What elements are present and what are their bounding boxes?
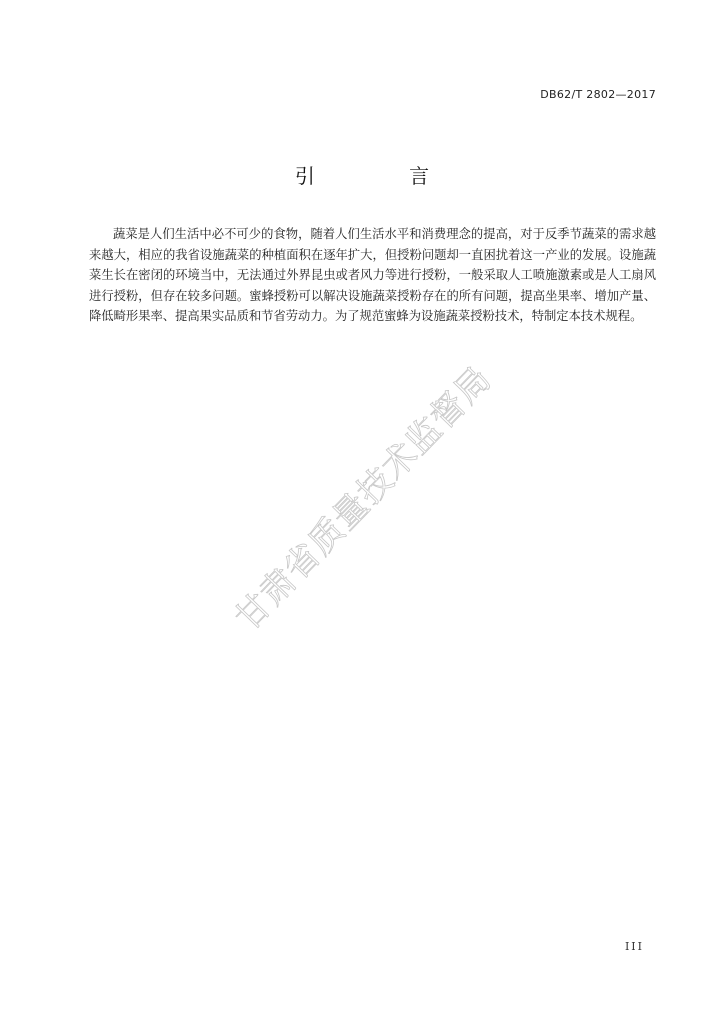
intro-paragraph: 蔬菜是人们生活中必不可少的食物，随着人们生活水平和消费理念的提高，对于反季节蔬菜的需求越来越大，相应的我省设施蔬菜的种植面积在逐年扩大，但授粉问题却一直困扰着这一产业的发展。设施蔬菜生长在密闭的环境当中，无法通过外界昆虫或者风力等进行授粉，一般采取人工喷施激素或是人工扇风进行授粉，但存在较多问题。蜜蜂授粉可以解决设施蔬菜授粉存在的所有问题，提高坐果率、增加产量、降低畸形果率、提高果实品质和节省劳动力。为了规范蜜蜂为设施蔬菜授粉技术，特制定本技术规程。 <box>89 227 656 323</box>
page-number: III <box>624 940 644 953</box>
watermark: 甘肃省质量技术监督局 <box>227 358 500 639</box>
document-code: DB62/T 2802—2017 <box>540 88 656 101</box>
page-title: 引 言 <box>294 164 474 188</box>
